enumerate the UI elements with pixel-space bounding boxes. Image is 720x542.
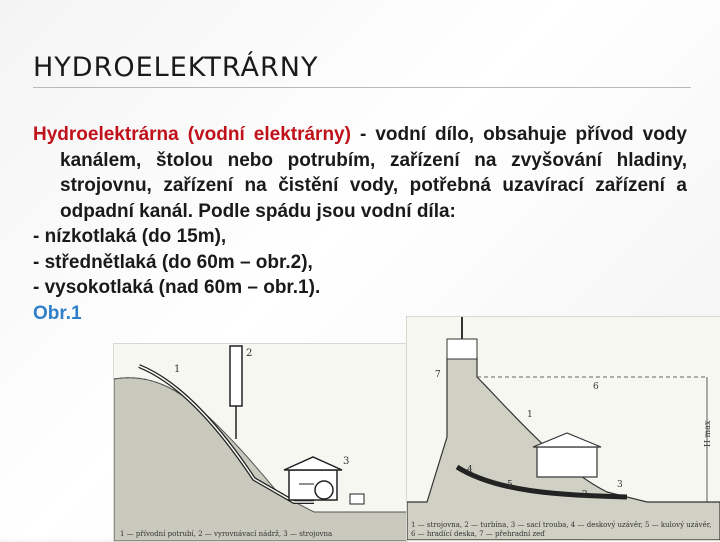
label-4: 4 bbox=[467, 465, 473, 475]
figure-2-caption-2: 6 — hradící deska, 7 — přehradní zeď bbox=[411, 530, 545, 538]
definition-term: Hydroelektrárna (vodní elektrárny) bbox=[33, 124, 351, 145]
small-building bbox=[350, 494, 364, 504]
dimension-label: H max bbox=[703, 420, 712, 447]
label-1: 1 bbox=[527, 410, 533, 420]
label-2: 2 bbox=[582, 490, 588, 500]
figure-2-diagram bbox=[406, 316, 720, 541]
label-2: 2 bbox=[246, 348, 253, 359]
figure-link[interactable]: Obr.1 bbox=[33, 302, 82, 324]
label-6: 6 bbox=[593, 382, 599, 392]
hillside bbox=[114, 378, 407, 541]
definition-paragraph bbox=[33, 122, 687, 224]
label-7: 7 bbox=[435, 370, 441, 380]
label-5: 5 bbox=[507, 480, 513, 490]
figure-1-diagram bbox=[113, 343, 408, 542]
figure-1-caption: 1 — přívodní potrubí, 2 — vyrovnávací nádrž, 3 — strojovna bbox=[120, 530, 333, 538]
label-1: 1 bbox=[174, 364, 181, 375]
list-item: - střednětlaká (do 60m – obr.2), bbox=[33, 251, 313, 273]
powerhouse-2 bbox=[533, 433, 601, 477]
dam-wall bbox=[407, 317, 720, 540]
surge-tank bbox=[230, 346, 242, 406]
list-item: - nízkotlaká (do 15m), bbox=[33, 226, 227, 247]
list-item: - vysokotlaká (nad 60m – obr.1). bbox=[33, 277, 321, 298]
page-title: HYDROELEKTRÁRNY bbox=[33, 52, 319, 83]
figure-2-caption-1: 1 — strojovna, 2 — turbína, 3 — sací trouba, 4 — deskový uzávěr, 5 — kulový uzávěr, bbox=[411, 521, 712, 529]
powerhouse bbox=[284, 457, 342, 500]
definition-text: - vodní dílo, obsahuje přívod vody kanálem, štolou nebo potrubím, zařízení na zvyšování hladiny, strojovnu, zařízení na čistění vody, potřebná uzavírací zařízení a odpadní kanál. Podle spádu jsou vodní díla: bbox=[60, 124, 687, 222]
title-divider bbox=[33, 87, 691, 88]
label-3: 3 bbox=[343, 456, 350, 467]
slide-body bbox=[33, 122, 687, 326]
label-3: 3 bbox=[617, 480, 623, 490]
